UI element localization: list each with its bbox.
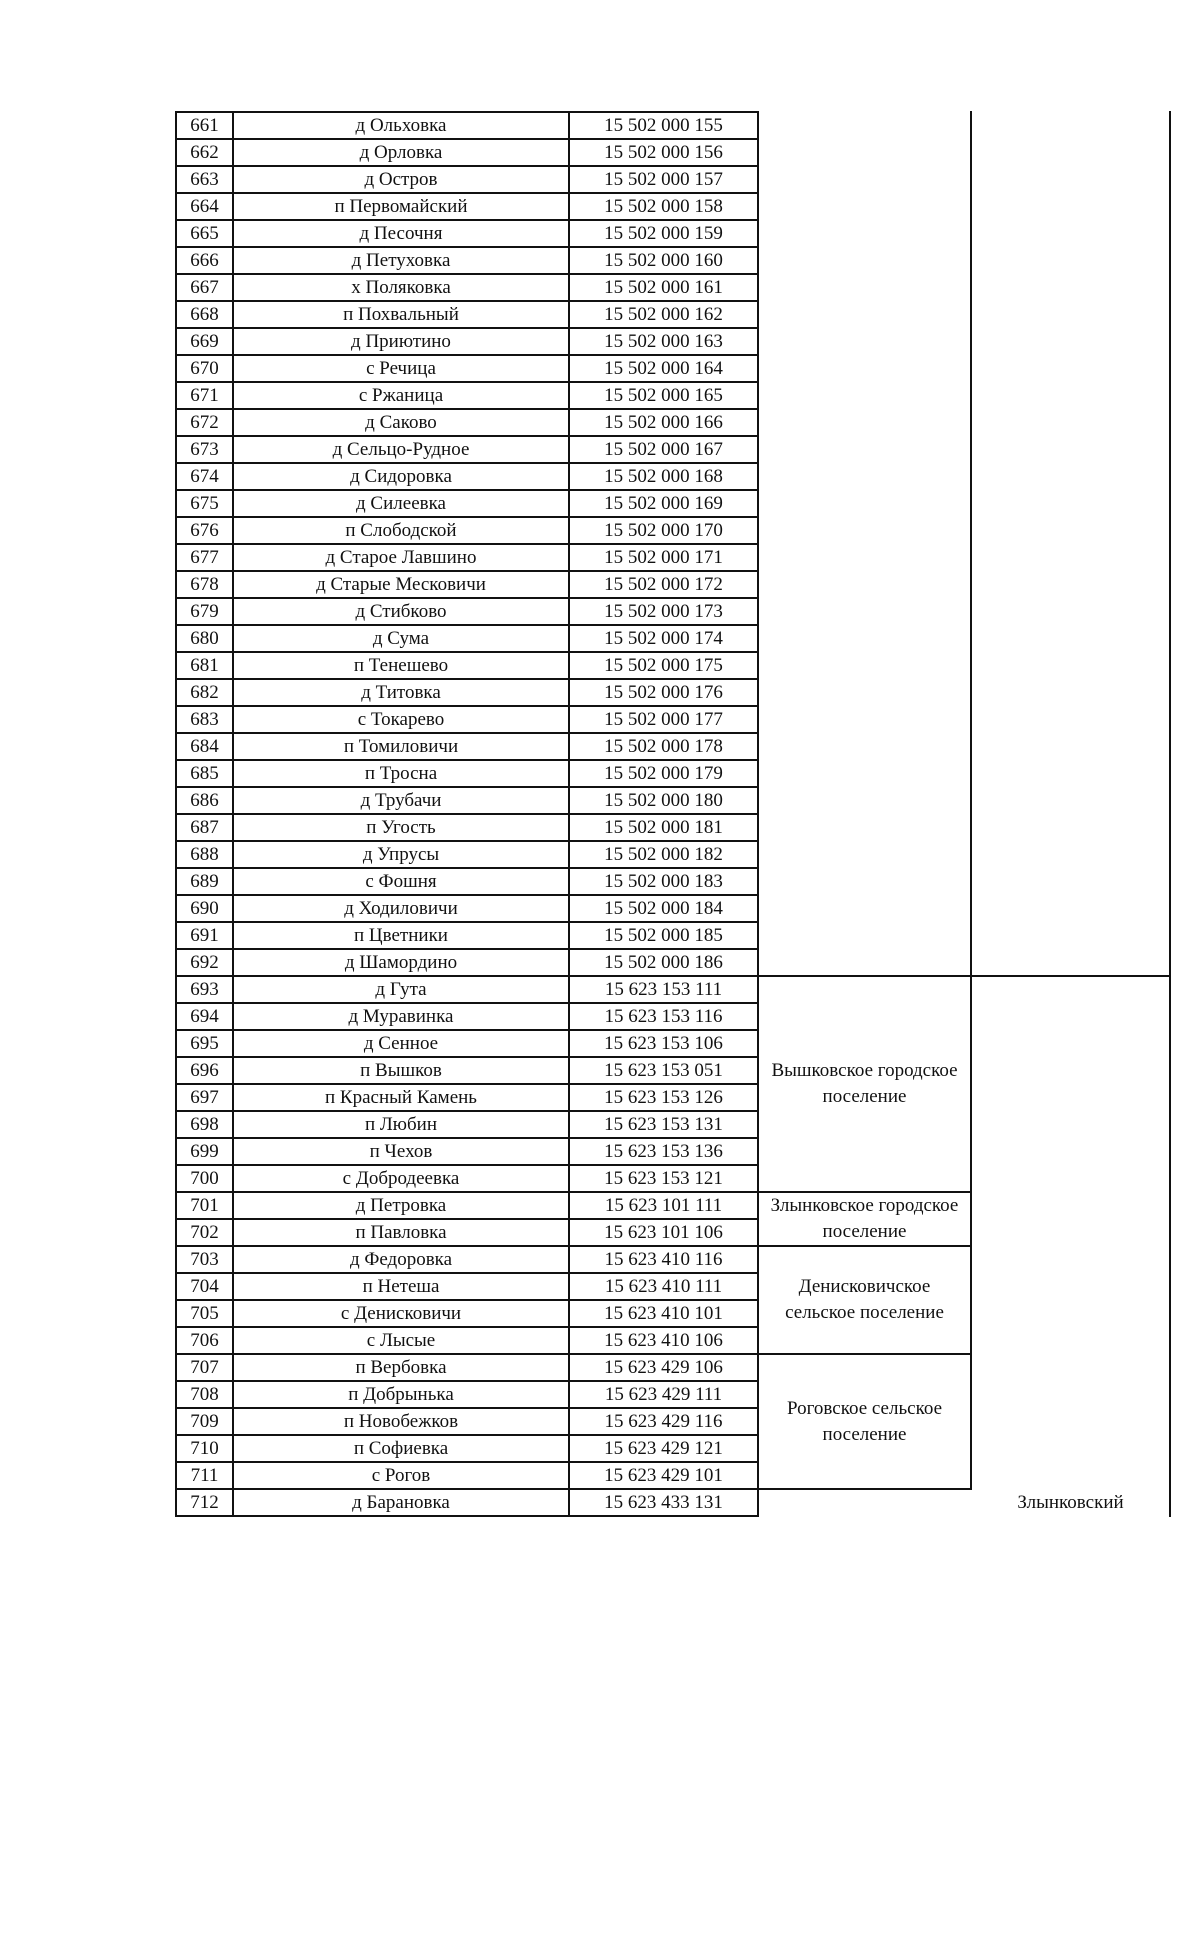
locality-name: д Шамордино (344, 952, 458, 973)
row-divider (176, 948, 758, 950)
row-divider (176, 1218, 758, 1220)
locality-name: д Федоровка (349, 1249, 453, 1270)
row-divider (176, 867, 758, 869)
locality-name: п Софиевка (353, 1438, 449, 1459)
locality-name: д Остров (364, 169, 438, 190)
row-divider (176, 543, 758, 545)
row-number: 685 (190, 763, 219, 784)
oktmo-code: 15 623 153 106 (604, 1033, 723, 1054)
row-divider (176, 678, 758, 680)
oktmo-code: 15 502 000 178 (604, 736, 723, 757)
locality-name: с Фошня (365, 871, 437, 892)
settlement-name: Роговское сельское поселение (787, 1397, 942, 1445)
row-number: 662 (190, 142, 219, 163)
locality-name: д Сидоровка (350, 466, 452, 487)
row-divider (176, 1110, 758, 1112)
locality-name: д Силеевка (356, 493, 446, 514)
locality-name: п Тросна (364, 763, 438, 784)
district-name: Злынковский (1017, 1492, 1124, 1513)
locality-name: д Петровка (355, 1195, 447, 1216)
row-number: 682 (190, 682, 219, 703)
row-divider (176, 1488, 758, 1490)
oktmo-code: 15 623 429 121 (604, 1438, 723, 1459)
oktmo-code: 15 623 429 106 (604, 1357, 723, 1378)
row-number: 708 (190, 1384, 219, 1405)
row-number: 686 (190, 790, 219, 811)
oktmo-code: 15 502 000 177 (604, 709, 723, 730)
locality-name: п Павловка (355, 1222, 447, 1243)
oktmo-code: 15 502 000 163 (604, 331, 723, 352)
locality-name: д Старое Лавшино (325, 547, 477, 568)
locality-name: п Новобежков (343, 1411, 459, 1432)
locality-name: д Стибково (355, 601, 447, 622)
group-divider (758, 1488, 971, 1490)
oktmo-code: 15 502 000 180 (604, 790, 723, 811)
row-divider (176, 381, 758, 383)
locality-name: п Любин (364, 1114, 437, 1135)
locality-name: п Похвальный (343, 304, 459, 325)
oktmo-code: 15 623 429 116 (604, 1411, 723, 1432)
locality-name: д Саково (365, 412, 437, 433)
locality-name: п Первомайский (334, 196, 468, 217)
locality-name: д Приютино (351, 331, 451, 352)
row-number: 698 (190, 1114, 219, 1135)
oktmo-code: 15 623 153 136 (604, 1141, 723, 1162)
locality-name: п Красный Камень (325, 1087, 477, 1108)
row-number: 691 (190, 925, 219, 946)
column-divider (175, 111, 177, 1517)
row-divider (176, 705, 758, 707)
locality-name: д Старые Месковичи (316, 574, 486, 595)
row-divider (176, 138, 758, 140)
oktmo-code: 15 502 000 162 (604, 304, 723, 325)
locality-name: д Песочня (359, 223, 443, 244)
row-number: 667 (190, 277, 219, 298)
locality-name: д Барановка (352, 1492, 450, 1513)
oktmo-code: 15 502 000 179 (604, 763, 723, 784)
row-divider (176, 354, 758, 356)
row-number: 663 (190, 169, 219, 190)
row-number: 671 (190, 385, 219, 406)
row-number: 707 (190, 1357, 219, 1378)
oktmo-code: 15 502 000 157 (604, 169, 723, 190)
oktmo-code: 15 502 000 169 (604, 493, 723, 514)
row-number: 689 (190, 871, 219, 892)
row-number: 696 (190, 1060, 219, 1081)
oktmo-code: 15 623 429 101 (604, 1465, 723, 1486)
row-number: 677 (190, 547, 219, 568)
oktmo-code: 15 623 153 111 (604, 979, 723, 1000)
row-divider (176, 921, 758, 923)
row-number: 692 (190, 952, 219, 973)
oktmo-code: 15 502 000 183 (604, 871, 723, 892)
row-divider (176, 1191, 758, 1193)
oktmo-code: 15 502 000 175 (604, 655, 723, 676)
row-divider (176, 894, 758, 896)
row-number: 683 (190, 709, 219, 730)
locality-name: п Слободской (345, 520, 457, 541)
oktmo-code: 15 502 000 173 (604, 601, 723, 622)
row-divider (176, 1164, 758, 1166)
row-number: 706 (190, 1330, 219, 1351)
row-divider (176, 111, 758, 113)
row-divider (176, 813, 758, 815)
locality-name: с Ржаница (358, 385, 444, 406)
row-divider (176, 786, 758, 788)
locality-name: д Петуховка (351, 250, 451, 271)
locality-name: с Рогов (371, 1465, 431, 1486)
row-divider (176, 1245, 758, 1247)
locality-name: с Лысые (366, 1330, 436, 1351)
row-number: 697 (190, 1087, 219, 1108)
oktmo-code: 15 502 000 185 (604, 925, 723, 946)
locality-name: д Сенное (363, 1033, 439, 1054)
row-number: 669 (190, 331, 219, 352)
oktmo-code: 15 623 410 116 (604, 1249, 723, 1270)
locality-name: с Добродеевка (342, 1168, 460, 1189)
row-divider (176, 624, 758, 626)
oktmo-code: 15 623 153 116 (604, 1006, 723, 1027)
locality-name: х Поляковка (351, 277, 451, 298)
row-number: 679 (190, 601, 219, 622)
row-divider (176, 462, 758, 464)
row-divider (176, 570, 758, 572)
row-number: 673 (190, 439, 219, 460)
row-number: 672 (190, 412, 219, 433)
row-divider (176, 1380, 758, 1382)
row-number: 666 (190, 250, 219, 271)
locality-name: с Речица (366, 358, 436, 379)
row-number: 664 (190, 196, 219, 217)
oktmo-code: 15 623 410 106 (604, 1330, 723, 1351)
oktmo-code: 15 502 000 164 (604, 358, 723, 379)
locality-name: д Титовка (361, 682, 441, 703)
row-divider (176, 597, 758, 599)
row-number: 695 (190, 1033, 219, 1054)
row-number: 709 (190, 1411, 219, 1432)
oktmo-code: 15 623 153 126 (604, 1087, 723, 1108)
row-divider (176, 1083, 758, 1085)
oktmo-code: 15 623 101 111 (604, 1195, 723, 1216)
settlement-name (758, 112, 971, 976)
oktmo-code: 15 623 433 131 (604, 1492, 723, 1513)
oktmo-code: 15 502 000 167 (604, 439, 723, 460)
row-number: 702 (190, 1222, 219, 1243)
oktmo-code: 15 502 000 165 (604, 385, 723, 406)
row-number: 704 (190, 1276, 219, 1297)
oktmo-code: 15 502 000 158 (604, 196, 723, 217)
column-divider (232, 111, 234, 1517)
row-divider (176, 759, 758, 761)
oktmo-code: 15 502 000 161 (604, 277, 723, 298)
row-divider (176, 1353, 758, 1355)
row-divider (176, 246, 758, 248)
row-divider (176, 1272, 758, 1274)
row-number: 701 (190, 1195, 219, 1216)
row-divider (176, 435, 758, 437)
locality-name: п Угость (366, 817, 436, 838)
oktmo-code: 15 502 000 172 (604, 574, 723, 595)
row-divider (176, 300, 758, 302)
locality-name: д Сельцо-Рудное (332, 439, 470, 460)
row-number: 688 (190, 844, 219, 865)
locality-name: п Нетеша (362, 1276, 440, 1297)
oktmo-code: 15 623 153 051 (604, 1060, 723, 1081)
locality-name: п Добрынька (348, 1384, 454, 1405)
row-number: 703 (190, 1249, 219, 1270)
row-number: 670 (190, 358, 219, 379)
oktmo-code: 15 502 000 156 (604, 142, 723, 163)
row-number: 675 (190, 493, 219, 514)
row-number: 693 (190, 979, 219, 1000)
row-divider (176, 1137, 758, 1139)
oktmo-code: 15 623 101 106 (604, 1222, 723, 1243)
oktmo-code: 15 502 000 159 (604, 223, 723, 244)
locality-name: с Токарево (357, 709, 445, 730)
row-divider (176, 1407, 758, 1409)
row-number: 700 (190, 1168, 219, 1189)
row-number: 712 (190, 1492, 219, 1513)
oktmo-code: 15 502 000 166 (604, 412, 723, 433)
oktmo-code: 15 623 410 101 (604, 1303, 723, 1324)
locality-name: д Гута (375, 979, 427, 1000)
locality-name: д Муравинка (348, 1006, 454, 1027)
oktmo-code: 15 502 000 181 (604, 817, 723, 838)
row-divider (176, 165, 758, 167)
oktmo-code: 15 623 153 131 (604, 1114, 723, 1135)
row-divider (176, 408, 758, 410)
row-number: 690 (190, 898, 219, 919)
row-number: 705 (190, 1303, 219, 1324)
locality-name: д Упрусы (362, 844, 440, 865)
row-number: 668 (190, 304, 219, 325)
settlement-name: Вышковское городское поселение (771, 1060, 958, 1107)
row-number: 661 (190, 115, 219, 136)
locality-name: п Чехов (369, 1141, 433, 1162)
oktmo-code: 15 502 000 184 (604, 898, 723, 919)
row-divider (176, 840, 758, 842)
row-divider (176, 192, 758, 194)
locality-name: д Сума (372, 628, 430, 649)
row-number: 710 (190, 1438, 219, 1459)
locality-name: п Цветники (354, 925, 448, 946)
oktmo-code: 15 623 429 111 (604, 1384, 723, 1405)
row-divider (176, 1326, 758, 1328)
oktmo-code: 15 502 000 176 (604, 682, 723, 703)
row-divider (176, 975, 758, 977)
oktmo-code: 15 502 000 186 (604, 952, 723, 973)
row-number: 711 (190, 1465, 219, 1486)
row-number: 694 (190, 1006, 219, 1027)
row-number: 699 (190, 1141, 219, 1162)
locality-name: д Трубачи (360, 790, 442, 811)
row-divider (176, 489, 758, 491)
locality-name: д Ходиловичи (344, 898, 458, 919)
locality-name: с Денисковичи (340, 1303, 462, 1324)
oktmo-code: 15 502 000 160 (604, 250, 723, 271)
oktmo-code: 15 623 153 121 (604, 1168, 723, 1189)
column-divider (568, 111, 570, 1517)
locality-name: п Томиловичи (343, 736, 459, 757)
locality-name: п Тенешево (353, 655, 449, 676)
settlement-name: Злынковское городское поселение (770, 1195, 959, 1242)
row-divider (176, 1515, 758, 1517)
row-divider (176, 273, 758, 275)
row-divider (176, 1299, 758, 1301)
row-number: 681 (190, 655, 219, 676)
row-divider (176, 327, 758, 329)
row-divider (176, 1461, 758, 1463)
row-number: 665 (190, 223, 219, 244)
oktmo-code: 15 502 000 171 (604, 547, 723, 568)
oktmo-code: 15 502 000 182 (604, 844, 723, 865)
row-number: 684 (190, 736, 219, 757)
row-divider (176, 1434, 758, 1436)
oktmo-code: 15 502 000 155 (604, 115, 723, 136)
row-divider (176, 732, 758, 734)
row-divider (176, 1056, 758, 1058)
oktmo-code: 15 502 000 174 (604, 628, 723, 649)
oktmo-code: 15 502 000 170 (604, 520, 723, 541)
row-divider (176, 516, 758, 518)
locality-name: д Ольховка (355, 115, 447, 136)
locality-name: п Вышков (360, 1060, 442, 1081)
row-divider (176, 1002, 758, 1004)
row-divider (176, 651, 758, 653)
locality-name: д Орловка (359, 142, 443, 163)
row-divider (176, 219, 758, 221)
row-number: 678 (190, 574, 219, 595)
district-name (971, 976, 1170, 1489)
settlement-name: Денисковичское сельское поселение (785, 1276, 944, 1323)
row-number: 687 (190, 817, 219, 838)
row-number: 676 (190, 520, 219, 541)
row-number: 674 (190, 466, 219, 487)
oktmo-code: 15 502 000 168 (604, 466, 723, 487)
locality-name: п Вербовка (355, 1357, 447, 1378)
oktmo-code: 15 623 410 111 (604, 1276, 723, 1297)
row-divider (176, 1029, 758, 1031)
row-number: 680 (190, 628, 219, 649)
